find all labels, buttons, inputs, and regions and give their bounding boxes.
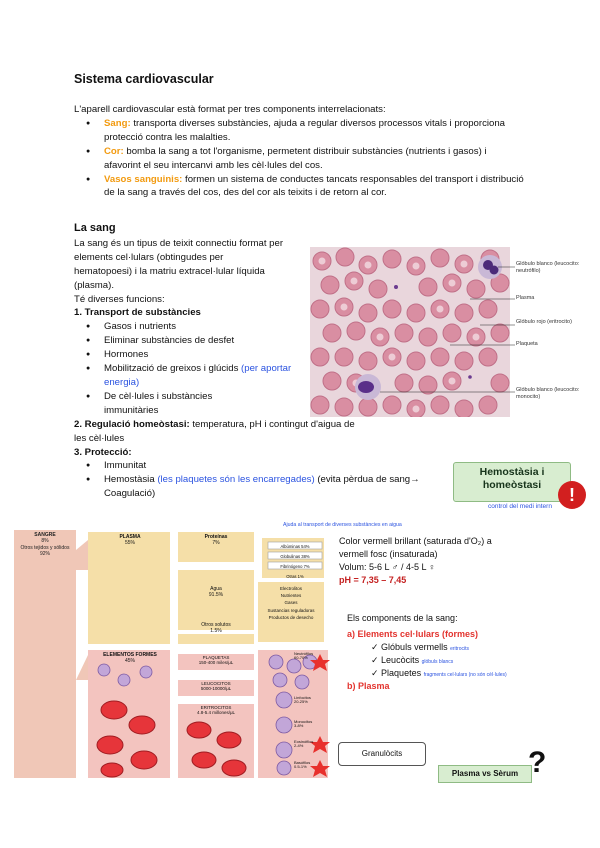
blood-components	[347, 612, 587, 693]
ph-note: pH = 7,35 – 7,45	[339, 575, 407, 586]
diagram-label: Albúminas 54%	[280, 544, 310, 549]
diagram-label: SANGRE	[34, 532, 56, 538]
diagram-label: 3-8%	[294, 723, 304, 729]
diagram-label: 45%	[124, 658, 135, 664]
component-row: ✓ Leucòcits glóbuls blancs	[371, 655, 454, 666]
volume-note: Volum: 5-6 L ♂ / 4-5 L ♀	[339, 562, 436, 573]
list-item: ● De cèl·lules i substàncies immunitàries	[74, 390, 254, 418]
sang-paragraph: La sang és un tipus de teixit connectiu format per elements cel·lulars (obtingudes per hematopoesi) i la matriu extracel·lular líquida (plasma).	[74, 237, 284, 291]
diagram-label: Linfocitos	[294, 695, 311, 700]
diagram-label: Eosinófilos	[294, 739, 314, 744]
page-title: Sistema cardiovascular	[74, 72, 214, 86]
list-item: ● Immunitat	[74, 459, 364, 473]
micro-label: Plasma	[516, 295, 535, 301]
diagram-label: Otros solutos	[201, 622, 231, 628]
diagram-label: Basófilos	[294, 760, 311, 765]
diagram-label: Globulinas 38%	[280, 554, 310, 559]
granulocits-box: Granulòcits	[338, 742, 426, 766]
components-list	[74, 117, 524, 200]
component-item: ● Sang: transporta diverses substàncies, ajuda a regular diversos processos vitals i proporciona protecció contra les malalties.	[74, 117, 524, 145]
list-item: ● Gasos i nutrients	[74, 320, 364, 334]
diagram-label: 91.5%	[208, 592, 224, 598]
list-item: ● Hemostàsia (les plaquetes són les encarregades) (evita pèrdua de sang→ Coagulació)	[74, 473, 444, 501]
diagram-label: 1.5%	[210, 628, 222, 634]
diagram-label: 0.5-1%	[294, 764, 307, 770]
diagram-label: 5000-10000/μL	[200, 686, 232, 692]
diagram-label: 60-70%	[294, 655, 308, 661]
list-item: ● Eliminar substàncies de desfet	[74, 334, 364, 348]
color-note: Color vermell brillant (saturada d'O₂) a vermell fosc (insaturada)	[339, 536, 492, 560]
micro-label: Glóbulo blanco (leucocito: monocito)	[516, 387, 580, 401]
diagram-label: Neutrófilos	[294, 651, 314, 656]
diagram-label: Gases	[284, 600, 298, 606]
function-3-title: 3. Protecció:	[74, 446, 132, 458]
warning-icon: !	[558, 481, 586, 509]
diagram-label: ERITROCITOS	[200, 705, 232, 710]
intro-section	[74, 103, 524, 200]
component-item: ● Vasos sanguinis: formen un sistema de conductes tancats responsables del transport i distribució de la sang a través del cos, des del cor als teixits i de retorn al cor.	[74, 173, 524, 201]
diagram-label: Agua	[210, 586, 222, 592]
components-title: Els components de la sang:	[347, 613, 458, 623]
diagram-label: Fibrinógeno 7%	[280, 564, 310, 569]
components-b: b) Plasma	[347, 681, 390, 692]
micro-label: Glóbulo blanco (leucocito: neutrófilo)	[516, 261, 580, 275]
functions-intro: Té diverses funcions:	[74, 293, 165, 305]
transport-note: Ajuda al transport de diverses substàncies en aigua	[283, 522, 402, 528]
check-icon: ✓	[371, 668, 382, 679]
diagram-label: 4.8-5.4 millones/μL	[196, 710, 236, 716]
component-row: ✓ Plaquetes fragments cel·lulars (no són cèl·lules)	[371, 668, 507, 679]
blood-composition-diagram	[14, 530, 332, 778]
diagram-label: Sustancias reguladoras	[267, 607, 315, 613]
diagram-label: ELEMENTOS FORMES	[103, 652, 157, 658]
diagram-label: Otras 1%	[286, 574, 304, 579]
diagram-label: Otros tejidos y sólidos	[20, 544, 70, 551]
diagram-label: LEUCOCITOS	[201, 681, 231, 686]
sang-heading: La sang	[74, 222, 116, 234]
diagram-label: 7%	[212, 540, 220, 546]
function-3-list	[74, 459, 420, 501]
component-item: ● Cor: bomba la sang a tot l'organisme, permetent distribuir substàncies (nutrients i gasos) i afavorint el seu intercanvi amb les cèl·lules del cos.	[74, 145, 524, 173]
diagram-label: Nutrientes	[280, 593, 302, 599]
micro-label: Plaqueta	[516, 341, 538, 347]
intro-text: L'aparell cardiovascular està format per tres components interrelacionats:	[74, 104, 386, 115]
blood-properties	[339, 535, 519, 587]
check-icon: ✓	[371, 642, 382, 653]
plasma-serum-box: Plasma vs Sèrum	[438, 765, 532, 783]
diagram-label: PLAQUETAS	[202, 655, 230, 660]
diagram-label: 150-400 miles/μL	[198, 660, 234, 666]
diagram-label: PLASMA	[119, 534, 141, 540]
hemostasia-subtitle: control del medi intern	[488, 503, 552, 510]
diagram-label: 2-4%	[294, 743, 304, 749]
diagram-label: Proteínas	[204, 534, 228, 540]
list-item: ● Hormones	[74, 348, 364, 362]
diagram-label: 8%	[41, 538, 49, 545]
diagram-label: 20-25%	[294, 699, 308, 705]
diagram-label: Productos de desecho	[268, 614, 314, 620]
diagram-label: Monocitos	[294, 719, 313, 724]
component-row: ✓ Glóbuls vermells eritrocits	[371, 642, 469, 653]
question-icon: ?	[528, 746, 547, 779]
function-1-title: 1. Transport de substàncies	[74, 307, 201, 319]
list-item: ● Mobilització de greixos i glúcids (per aportar energia)	[74, 362, 294, 390]
diagram-label: Electrolitos	[279, 586, 302, 591]
components-a: a) Elements cel·lulars (formes)	[347, 629, 479, 640]
diagram-label: 92%	[39, 550, 50, 557]
diagram-label: 55%	[124, 540, 135, 546]
check-icon: ✓	[371, 655, 382, 666]
function-2: 2. Regulació homeòstasi: temperatura, pH i contingut d'aigua de les cèl·lules	[74, 418, 355, 444]
micro-label: Glóbulo rojo (eritrocito)	[516, 319, 572, 325]
blood-micrograph	[310, 247, 588, 417]
hemostasia-box: Hemostàsia i homeòstasi	[453, 462, 571, 502]
